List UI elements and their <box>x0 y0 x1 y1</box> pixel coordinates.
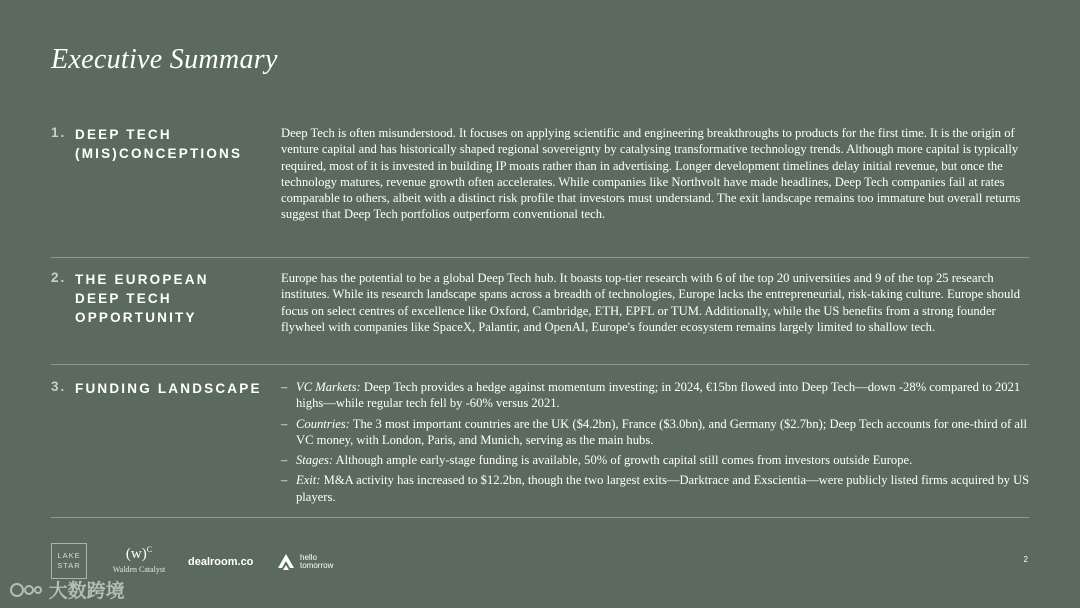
walden-catalyst-logo <box>108 545 170 574</box>
watermark-text: 大数跨境 <box>48 580 125 602</box>
funding-bullet-list <box>281 379 1031 505</box>
hello-tomorrow-logo <box>276 552 346 576</box>
page-number: 2 <box>1023 555 1028 564</box>
lake-star-logo <box>51 543 87 579</box>
heading-line: DEEP TECH <box>75 291 172 306</box>
watermark-icon <box>8 580 42 600</box>
list-item <box>281 472 1031 505</box>
section-number: 2. <box>51 270 67 285</box>
list-item <box>281 452 1031 468</box>
section-body: Europe has the potential to be a global Deep Tech hub. It boasts top-tier research with 6 of the top 20 universities and 9 of the top 25 research institutes. While its research landscape spans across a breadth of technologies, Europe lacks the entrepreneurial, risk-taking culture. Europe should focus on select centres of excellence like Oxford, Cambridge, ETH, EPFL or TUM. Additionally, while the US benefits from a strong founder flywheel with companies like SpaceX, Palantir, and OpenAI, Europe's founder ecosystem remains largely limited to shallow tech. <box>281 271 1021 334</box>
walden-mark-sup: C <box>146 545 153 554</box>
bullet-label: Countries: <box>296 416 350 431</box>
section-divider <box>51 257 1029 258</box>
section-heading <box>75 270 265 327</box>
section-divider <box>51 517 1029 518</box>
section-body <box>281 379 1031 509</box>
bullet-text: M&A activity has increased to $12.2bn, though the two largest exits—Darktrace and Exscientia—were publicly listed firms acquired by US players. <box>296 473 1030 504</box>
bullet-label: Exit: <box>296 473 321 488</box>
bullet-text: Although ample early-stage funding is available, 50% of growth capital still comes from investors outside Europe. <box>333 453 913 468</box>
section-funding-landscape <box>51 379 1029 509</box>
bullet-dash: – <box>281 416 288 431</box>
heading-line: (MIS)CONCEPTIONS <box>75 146 243 161</box>
heading-line: OPPORTUNITY <box>75 310 197 325</box>
heading-line: DEEP TECH <box>75 127 172 142</box>
section-divider <box>51 364 1029 365</box>
section-number: 3. <box>51 379 67 394</box>
walden-mark <box>108 545 170 563</box>
bullet-text: Deep Tech provides a hedge against momentum investing; in 2024, €15bn flowed into Deep Tech—down -28% compared to 2021 highs—while regular tech fell by -60% versus 2021. <box>296 380 1021 411</box>
logo-text-line: LAKE <box>57 551 81 560</box>
list-item <box>281 416 1031 449</box>
section-deep-tech-misconceptions <box>51 125 1029 245</box>
logo-text-line: STAR <box>57 561 81 570</box>
walden-name: Walden Catalyst <box>112 565 166 574</box>
section-number: 1. <box>51 125 67 140</box>
walden-mark-text: (w) <box>125 546 147 562</box>
bullet-label: Stages: <box>296 453 334 468</box>
bullet-dash: – <box>281 453 288 468</box>
logo-text-line: tomorrow <box>300 561 334 570</box>
page-title: Executive Summary <box>51 44 278 75</box>
logo-text-line: hello <box>300 553 317 562</box>
section-heading <box>75 379 288 398</box>
dealroom-logo: dealroom.co <box>188 556 254 568</box>
hello-tomorrow-text <box>300 554 333 570</box>
section-european-opportunity <box>51 270 1029 355</box>
watermark <box>8 576 125 603</box>
heading-line: THE EUROPEAN <box>75 272 209 287</box>
section-heading <box>75 125 265 163</box>
bullet-label: VC Markets: <box>296 380 361 394</box>
bullet-text: The 3 most important countries are the UK ($4.2bn), France ($3.0bn), and Germany ($2.7bn); Deep Tech accounts for one-third of all VC money, with London, Paris, and Munich, serving as the main hubs. <box>296 416 1027 447</box>
hello-tomorrow-icon <box>276 552 296 572</box>
footer <box>0 535 1080 608</box>
list-item <box>281 379 1031 412</box>
section-body: Deep Tech is often misunderstood. It focuses on applying scientific and engineering breakthroughs to products for the first time. It is the origin of venture capital and has historically shaped regional sovereignty by catalysing transformative technology trends. Although more capital is typically required, most of it is invested in building IP moats rather than in advertising. Longer development timelines delay initial revenue, but once the technology matures, revenue growth often accelerates. While companies like Northvolt have made headlines, Deep Tech companies fail at rates comparable to others, albeit with a distinct risk profile that investors must understand. The exit landscape remains too immature but overall returns suggest that Deep Tech portfolios outperform conventional tech. <box>281 126 1021 222</box>
heading-line: FUNDING LANDSCAPE <box>75 381 262 396</box>
bullet-dash: – <box>281 380 288 394</box>
bullet-dash: – <box>281 473 288 488</box>
